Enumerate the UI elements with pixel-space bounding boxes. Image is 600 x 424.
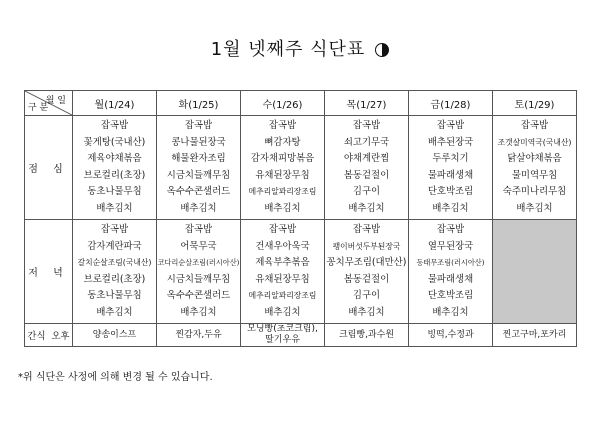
lunch-menu-tue bbox=[157, 116, 241, 220]
menu-item: 메추리알꽈리장조림 bbox=[248, 291, 317, 300]
menu-item: 김구이 bbox=[352, 290, 381, 301]
footnote: *위 식단은 사정에 의해 변경 될 수 있습니다. bbox=[18, 372, 213, 383]
menu-item: 물파래생채 bbox=[427, 273, 474, 285]
menu-item: 건새우아욱국 bbox=[255, 240, 310, 252]
menu-item: 잡곡밥 bbox=[436, 224, 465, 235]
page-title bbox=[0, 38, 600, 62]
menu-item: 동태무조림(러시아산) bbox=[416, 258, 485, 267]
menu-item: 잡곡밥 bbox=[436, 120, 465, 131]
menu-item: 배추김치 bbox=[96, 202, 133, 214]
menu-item: 제육부추볶음 bbox=[255, 257, 310, 268]
menu-item: 두루치기 bbox=[432, 153, 469, 164]
menu-item: 잡곡밥 bbox=[352, 224, 381, 235]
menu-item: 야채계란찜 bbox=[343, 153, 390, 164]
day-header-wed: 수(1/26) bbox=[241, 91, 325, 116]
lunch-menu-thu bbox=[325, 116, 409, 220]
menu-item: 잡곡밥 bbox=[520, 120, 549, 131]
corner-category-label: 구 분 bbox=[28, 103, 49, 113]
dinner-menu-wed bbox=[241, 220, 325, 324]
dinner-menu-thu bbox=[325, 220, 409, 324]
menu-item: 배추김치 bbox=[348, 306, 385, 318]
menu-item: 잡곡밥 bbox=[352, 120, 381, 131]
snack-label-cell bbox=[25, 324, 73, 347]
menu-item: 김구이 bbox=[352, 186, 381, 197]
day-header-tue: 화(1/25) bbox=[157, 91, 241, 116]
menu-item: 시금치들깨무침 bbox=[166, 169, 231, 181]
snack-label: 간식 bbox=[27, 331, 46, 342]
menu-item: 유채된장무침 bbox=[255, 273, 310, 285]
menu-item: 시금치들깨무침 bbox=[166, 273, 231, 285]
menu-item: 배추김치 bbox=[432, 306, 469, 318]
menu-item: 코다리순살조림(러시아산) bbox=[157, 258, 240, 267]
day-header-fri: 금(1/28) bbox=[409, 91, 493, 116]
menu-item: 배추김치 bbox=[264, 202, 301, 214]
menu-item: 동초나물무침 bbox=[87, 290, 142, 301]
menu-item: 옥수수콘샐러드 bbox=[166, 290, 231, 301]
snack-row bbox=[25, 324, 577, 347]
title-text: 1월 넷째주 식단표 bbox=[210, 39, 366, 60]
lunch-menu-mon bbox=[73, 116, 157, 220]
day-header-mon: 월(1/24) bbox=[73, 91, 157, 116]
dinner-menu-mon bbox=[73, 220, 157, 324]
menu-item: 브로컬리(초장) bbox=[83, 169, 146, 181]
snack-sat: 찐고구마,포카리 bbox=[493, 324, 577, 347]
menu-item: 감자채피망볶음 bbox=[250, 153, 315, 164]
menu-item: 잡곡밥 bbox=[184, 120, 213, 131]
snack-wed: 모닝빵(초코크림), 딸기우유 bbox=[241, 324, 325, 347]
menu-item: 단호박조림 bbox=[427, 186, 474, 197]
menu-item: 물미역무침 bbox=[511, 169, 558, 181]
lunch-label: 점 심 bbox=[25, 116, 73, 220]
header-corner bbox=[25, 91, 73, 116]
snack-time: 오후 bbox=[51, 331, 70, 342]
menu-item: 물파래생채 bbox=[427, 169, 474, 181]
menu-item: 잡곡밥 bbox=[268, 224, 297, 235]
snack-tue: 찐감자,두유 bbox=[157, 324, 241, 347]
menu-item: 열무된장국 bbox=[427, 240, 474, 252]
corner-day-label: 월 일 bbox=[45, 96, 66, 106]
menu-item: 배추김치 bbox=[264, 306, 301, 318]
menu-item: 배추김치 bbox=[180, 202, 217, 214]
menu-item: 어묵무국 bbox=[180, 240, 217, 252]
snack-mon: 양송이스프 bbox=[73, 324, 157, 347]
header-row bbox=[25, 91, 577, 116]
menu-item: 봄동겉절이 bbox=[343, 169, 390, 181]
menu-item: 잡곡밥 bbox=[184, 224, 213, 235]
menu-item: 조갯살미역국(국내산) bbox=[497, 137, 572, 147]
snack-fri: 빙떡,수정과 bbox=[409, 324, 493, 347]
menu-item: 콩나물된장국 bbox=[171, 136, 226, 148]
menu-item: 제육야채볶음 bbox=[87, 153, 142, 164]
dinner-row bbox=[25, 220, 577, 324]
menu-item: 잡곡밥 bbox=[100, 224, 129, 235]
menu-item: 봄동겉절이 bbox=[343, 273, 390, 285]
menu-item: 뼈감자탕 bbox=[264, 136, 301, 148]
menu-item: 감자계란파국 bbox=[87, 240, 142, 252]
lunch-menu-sat bbox=[493, 116, 577, 220]
lunch-menu-wed bbox=[241, 116, 325, 220]
menu-item: 잡곡밥 bbox=[268, 120, 297, 131]
menu-item: 배추김치 bbox=[432, 202, 469, 214]
day-header-thu: 목(1/27) bbox=[325, 91, 409, 116]
menu-item: 단호박조림 bbox=[427, 290, 474, 301]
menu-item: 브로컬리(초장) bbox=[83, 273, 146, 285]
menu-item: 해물완자조림 bbox=[171, 153, 226, 164]
menu-item: 배추김치 bbox=[96, 306, 133, 318]
snack-thu: 크림빵,과수원 bbox=[325, 324, 409, 347]
dinner-label: 저 녁 bbox=[25, 220, 73, 324]
dinner-menu-fri bbox=[409, 220, 493, 324]
menu-item: 잡곡밥 bbox=[100, 120, 129, 131]
menu-table bbox=[24, 90, 577, 347]
menu-item: 메추리알꽈리장조림 bbox=[248, 187, 317, 196]
menu-item: 꽁치무조림(대만산) bbox=[326, 257, 407, 268]
menu-item: 옥수수콘샐러드 bbox=[166, 186, 231, 197]
menu-item: 숙주미나리무침 bbox=[502, 186, 567, 197]
menu-item: 쇠고기무국 bbox=[343, 136, 390, 148]
menu-item: 배추된장국 bbox=[427, 136, 474, 148]
day-header-sat: 토(1/29) bbox=[493, 91, 577, 116]
menu-item: 배추김치 bbox=[180, 306, 217, 318]
menu-item: 꽃게탕(국내산) bbox=[83, 136, 146, 148]
menu-item: 배추김치 bbox=[516, 202, 553, 214]
dinner-menu-tue bbox=[157, 220, 241, 324]
menu-item: 배추김치 bbox=[348, 202, 385, 214]
menu-item: 동초나물무침 bbox=[87, 186, 142, 197]
lunch-menu-fri bbox=[409, 116, 493, 220]
menu-item: 갈치순살조림(국내산) bbox=[77, 258, 152, 267]
half-moon-icon bbox=[375, 43, 389, 57]
lunch-row bbox=[25, 116, 577, 220]
menu-item: 팽이버섯두부된장국 bbox=[332, 241, 401, 251]
menu-item: 유채된장무침 bbox=[255, 169, 310, 181]
dinner-menu-sat-empty bbox=[493, 220, 577, 324]
menu-item: 닭살야채볶음 bbox=[507, 153, 562, 164]
